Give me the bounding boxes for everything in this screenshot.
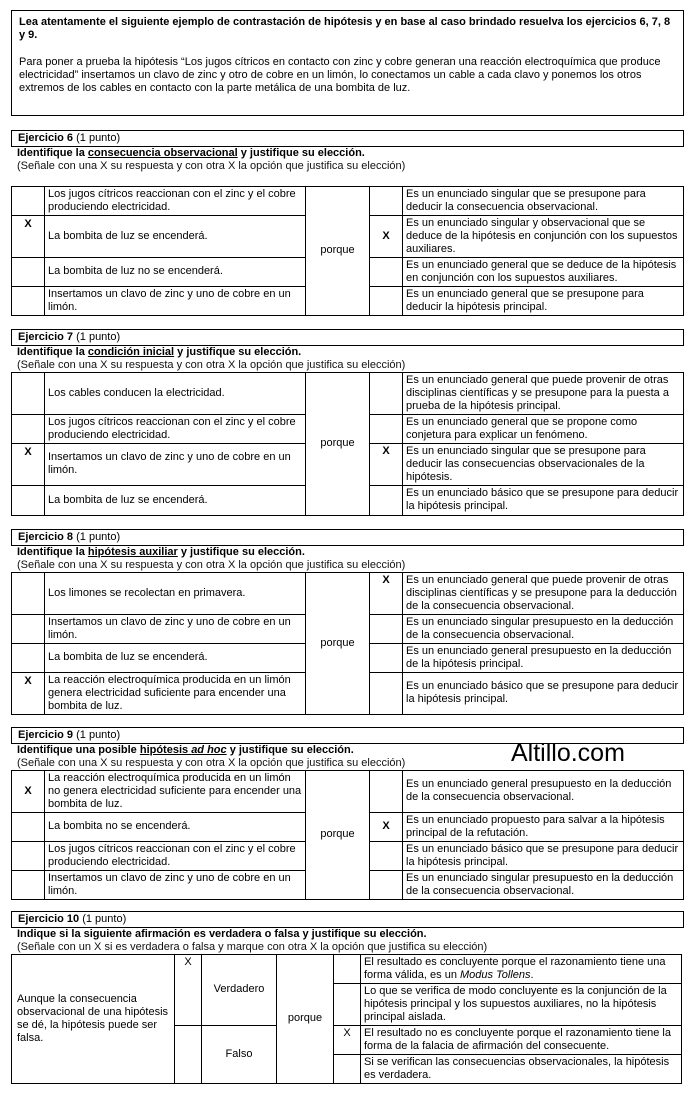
intro-box	[11, 10, 684, 116]
justification-option: Es un enunciado singular y observacional que se deduce de la hipótesis en conjunción con los supuestos auxiliares.	[403, 215, 684, 257]
exercise-7	[11, 329, 684, 516]
justification-option: Es un enunciado general que puede provenir de otras disciplinas científicas y se presupone para la puesta a prueba de la hipótesis principal.	[403, 372, 684, 414]
exercise-7-name: Ejercicio 7	[18, 331, 74, 343]
exercise-6-note: (Señale con una X su respuesta y con otra X la opción que justifica su elección)	[17, 159, 406, 172]
intro-body: Para poner a prueba la hipótesis “Los jugos cítricos en contacto con zinc y cobre generan una reacción electroquímica que produce electricidad” insertamos un clavo de zinc y otro de cobre en un limón, lo conectamos un cable a cada clavo y ponemos los otros extremos de los cables en contacto con la parte metálica de una bombita de luz.	[19, 55, 661, 94]
answer-mark[interactable]	[12, 812, 45, 841]
answer-mark[interactable]: X	[12, 770, 45, 812]
justification-option: Si se verifican las consecuencias observacionales, la hipótesis es verdadera.	[361, 1054, 682, 1083]
exercise-6-table	[11, 186, 684, 316]
answer-option: Insertamos un clavo de zinc y uno de cobre en un limón.	[45, 870, 306, 899]
justification-option: Es un enunciado básico que se presupone para deducir la hipótesis principal.	[403, 672, 684, 714]
exercise-9-note: (Señale con una X su respuesta y con otra X la opción que justifica su elección)	[17, 756, 406, 769]
exercise-8-points: (1 punto)	[76, 531, 121, 543]
exercise-8	[11, 529, 684, 715]
answer-mark[interactable]: X	[12, 215, 45, 257]
exercise-6-header	[11, 130, 684, 147]
porque-label: porque	[306, 186, 370, 315]
answer-mark[interactable]	[12, 614, 45, 643]
answer-option: Los jugos cítricos reaccionan con el zinc y el cobre produciendo electricidad.	[45, 841, 306, 870]
answer-mark[interactable]	[12, 186, 45, 215]
answer-mark[interactable]	[12, 572, 45, 614]
answer-option: La bombita de luz no se encenderá.	[45, 257, 306, 286]
exercise-10-name: Ejercicio 10	[18, 913, 80, 925]
exercise-10-points: (1 punto)	[82, 913, 127, 925]
answer-option: La reacción electroquímica producida en un limón genera electricidad suficiente para encender una bombita de luz.	[45, 672, 306, 714]
exercise-9-table	[11, 770, 684, 900]
answer-option: La bombita no se encenderá.	[45, 812, 306, 841]
exercise-6	[11, 130, 684, 316]
answer-option: Los limones se recolectan en primavera.	[45, 572, 306, 614]
exercise-10-table	[11, 954, 682, 1084]
justification-mark[interactable]	[370, 372, 403, 414]
answer-option: Los cables conducen la electricidad.	[45, 372, 306, 414]
exercise-7-header	[11, 329, 684, 346]
justification-option: El resultado no es concluyente porque el razonamiento tiene la forma de la falacia de afirmación del consecuente.	[361, 1025, 682, 1054]
justification-option: Es un enunciado propuesto para salvar a la hipótesis principal de la refutación.	[403, 812, 684, 841]
justification-mark[interactable]: X	[370, 572, 403, 614]
justification-option: Es un enunciado general que puede provenir de otras disciplinas científicas y se presupone para la deducción de la consecuencia observacional.	[403, 572, 684, 614]
justification-mark[interactable]	[370, 841, 403, 870]
exercise-9-name: Ejercicio 9	[18, 729, 74, 741]
true-option: Verdadero	[202, 954, 277, 1025]
answer-option: La bombita de luz se encenderá.	[45, 485, 306, 515]
porque-label: porque	[277, 954, 334, 1083]
porque-label: porque	[306, 372, 370, 515]
justification-mark[interactable]	[334, 983, 361, 1025]
exercise-7-note: (Señale con una X su respuesta y con otra X la opción que justifica su elección)	[17, 358, 406, 371]
answer-mark[interactable]	[12, 286, 45, 315]
justification-mark[interactable]	[370, 485, 403, 515]
exercise-7-task: Identifique la condición inicial y justifique su elección.	[17, 345, 302, 358]
justification-option: Es un enunciado básico que se presupone para deducir la hipótesis principal.	[403, 841, 684, 870]
justification-mark[interactable]	[370, 186, 403, 215]
exercise-8-header	[11, 529, 684, 546]
answer-mark[interactable]: X	[12, 672, 45, 714]
answer-mark[interactable]: X	[12, 443, 45, 485]
justification-mark[interactable]	[370, 672, 403, 714]
justification-option: Es un enunciado singular presupuesto en la deducción de la consecuencia observacional.	[403, 870, 684, 899]
exercise-10-note: (Señale con un X si es verdadera o falsa y marque con otra X la opción que justifica su elección)	[17, 940, 488, 953]
justification-option: Es un enunciado singular que se presupone para deducir las consecuencias observacionales de la hipótesis.	[403, 443, 684, 485]
justification-option: Es un enunciado singular que se presupone para deducir la consecuencia observacional.	[403, 186, 684, 215]
exercise-9	[11, 727, 684, 900]
justification-option: Es un enunciado general presupuesto en la deducción de la consecuencia observacional.	[403, 770, 684, 812]
false-mark[interactable]	[175, 1025, 202, 1083]
exercise-7-points: (1 punto)	[76, 331, 121, 343]
justification-mark[interactable]	[370, 643, 403, 672]
answer-option: Los jugos cítricos reaccionan con el zinc y el cobre produciendo electricidad.	[45, 186, 306, 215]
justification-mark[interactable]: X	[370, 443, 403, 485]
exercise-6-task: Identifique la consecuencia observacional y justifique su elección.	[17, 146, 365, 159]
answer-option: La reacción electroquímica producida en un limón no genera electricidad suficiente para encender una bombita de luz.	[45, 770, 306, 812]
exercise-10-task: Indique si la siguiente afirmación es verdadera o falsa y justifique su elección.	[17, 927, 427, 940]
answer-option: Insertamos un clavo de zinc y uno de cobre en un limón.	[45, 614, 306, 643]
intro-title: Lea atentamente el siguiente ejemplo de contrastación de hipótesis y en base al caso brindado resuelva los ejercicios 6, 7, 8 y 9.	[19, 16, 671, 41]
justification-option: Es un enunciado general que se propone como conjetura para explicar un fenómeno.	[403, 414, 684, 443]
answer-mark[interactable]	[12, 485, 45, 515]
justification-option: Lo que se verifica de modo concluyente es la conjunción de la hipótesis principal y los supuestos auxiliares, no la hipótesis principal aislada.	[361, 983, 682, 1025]
justification-option: Es un enunciado general que se deduce de la hipótesis en conjunción con los supuestos auxiliares.	[403, 257, 684, 286]
exercise-9-task: Identifique una posible hipótesis ad hoc y justifique su elección.	[17, 743, 354, 756]
justification-option: Es un enunciado singular presupuesto en la deducción de la consecuencia observacional.	[403, 614, 684, 643]
justification-option: El resultado es concluyente porque el razonamiento tiene una forma válida, es un Modus Tollens.	[361, 954, 682, 983]
answer-option: Los jugos cítricos reaccionan con el zinc y el cobre produciendo electricidad.	[45, 414, 306, 443]
answer-mark[interactable]	[12, 257, 45, 286]
exercise-10-header	[11, 911, 684, 928]
exercise-10	[11, 911, 684, 1084]
false-option: Falso	[202, 1025, 277, 1083]
answer-option: Insertamos un clavo de zinc y uno de cobre en un limón.	[45, 443, 306, 485]
justification-mark[interactable]: X	[334, 1025, 361, 1054]
justification-option: Es un enunciado básico que se presupone para deducir la hipótesis principal.	[403, 485, 684, 515]
answer-mark[interactable]	[12, 870, 45, 899]
answer-mark[interactable]	[12, 643, 45, 672]
justification-option: Es un enunciado general que se presupone para deducir la hipótesis principal.	[403, 286, 684, 315]
justification-mark[interactable]	[334, 1054, 361, 1083]
exercise-9-header	[11, 727, 684, 744]
exercise-8-note: (Señale con una X su respuesta y con otra X la opción que justifica su elección)	[17, 558, 406, 571]
answer-mark[interactable]	[12, 414, 45, 443]
answer-option: La bombita de luz se encenderá.	[45, 643, 306, 672]
justification-mark[interactable]: X	[370, 215, 403, 257]
justification-mark[interactable]	[370, 870, 403, 899]
justification-option: Es un enunciado general presupuesto en la deducción de la hipótesis principal.	[403, 643, 684, 672]
statement-cell: Aunque la consecuencia observacional de una hipótesis se dé, la hipótesis puede ser falsa.	[12, 954, 175, 1083]
answer-option: Insertamos un clavo de zinc y uno de cobre en un limón.	[45, 286, 306, 315]
exercise-6-points: (1 punto)	[76, 132, 121, 144]
justification-mark[interactable]	[370, 614, 403, 643]
exercise-7-table	[11, 372, 684, 516]
porque-label: porque	[306, 770, 370, 899]
exercise-8-table	[11, 572, 684, 715]
answer-option: La bombita de luz se encenderá.	[45, 215, 306, 257]
altillo-watermark: Altillo.com	[511, 739, 625, 767]
justification-mark[interactable]	[370, 286, 403, 315]
justification-mark[interactable]	[370, 770, 403, 812]
true-mark[interactable]: X	[175, 954, 202, 1025]
justification-mark[interactable]	[334, 954, 361, 983]
exercise-8-task: Identifique la hipótesis auxiliar y justifique su elección.	[17, 545, 305, 558]
justification-mark[interactable]	[370, 414, 403, 443]
answer-mark[interactable]	[12, 372, 45, 414]
exercise-8-name: Ejercicio 8	[18, 531, 74, 543]
porque-label: porque	[306, 572, 370, 714]
answer-mark[interactable]	[12, 841, 45, 870]
exercise-6-name: Ejercicio 6	[18, 132, 74, 144]
justification-mark[interactable]: X	[370, 812, 403, 841]
justification-mark[interactable]	[370, 257, 403, 286]
exercise-9-points: (1 punto)	[76, 729, 121, 741]
